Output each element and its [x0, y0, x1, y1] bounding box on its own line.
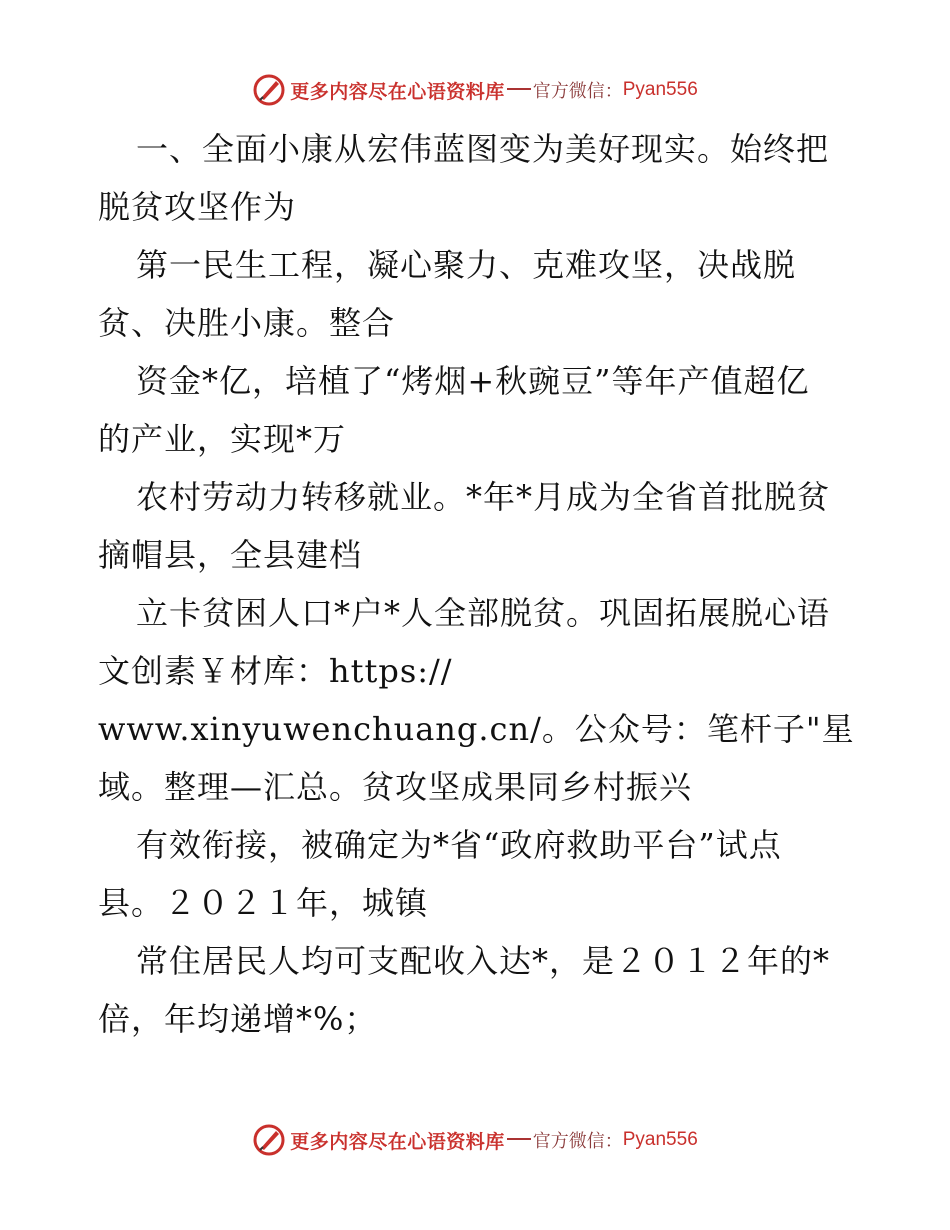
body-line: 立卡贫困人口*户*人全部脱贫。巩固拓展脱心语 [136, 594, 831, 632]
body-line: 的产业，实现*万 [98, 420, 347, 458]
quill-logo-icon [252, 73, 286, 107]
body-line: 资金*亿，培植了“烤烟+秋豌豆”等年产值超亿 [136, 362, 810, 400]
footer-banner [0, 1120, 950, 1160]
body-line: www.xinyuwenchuang.cn/。公众号：笔杆子"星 [98, 710, 855, 748]
body-line: 脱贫攻坚作为 [98, 188, 297, 226]
body-line: 倍，年均递增*%； [98, 1000, 378, 1038]
body-line: 县。２０２１年，城镇 [98, 884, 429, 922]
body-line: 有效衔接，被确定为*省“政府救助平台”试点 [136, 826, 782, 864]
header-handle: Pyan556 [622, 79, 698, 100]
body-line: 文创素￥材库：https:// [98, 652, 453, 690]
body-line: 第一民生工程，凝心聚力、克难攻坚，决战脱 [136, 246, 797, 284]
header-official-label: 官方微信： [532, 81, 623, 102]
body-line: 域。整理—汇总。贫攻坚成果同乡村振兴 [98, 768, 693, 806]
document-body [98, 120, 858, 1048]
body-line: 农村劳动力转移就业。*年*月成为全省首批脱贫 [136, 478, 831, 516]
footer-handle: Pyan556 [622, 1129, 698, 1150]
footer-promo-text: 更多内容尽在心语资料库 [290, 1130, 505, 1153]
body-line: 一、全面小康从宏伟蓝图变为美好现实。始终把 [136, 130, 830, 168]
body-line: 常住居民人均可支配收入达*，是２０１２年的* [136, 942, 831, 980]
header-promo-text: 更多内容尽在心语资料库 [290, 80, 505, 103]
quill-logo-icon [252, 1123, 286, 1157]
footer-official-label: 官方微信： [532, 1131, 623, 1152]
body-line: 摘帽县，全县建档 [98, 536, 363, 574]
footer-dash [507, 1138, 531, 1140]
body-line: 贫、决胜小康。整合 [98, 304, 396, 342]
header-dash [507, 88, 531, 90]
header-banner [0, 70, 950, 110]
